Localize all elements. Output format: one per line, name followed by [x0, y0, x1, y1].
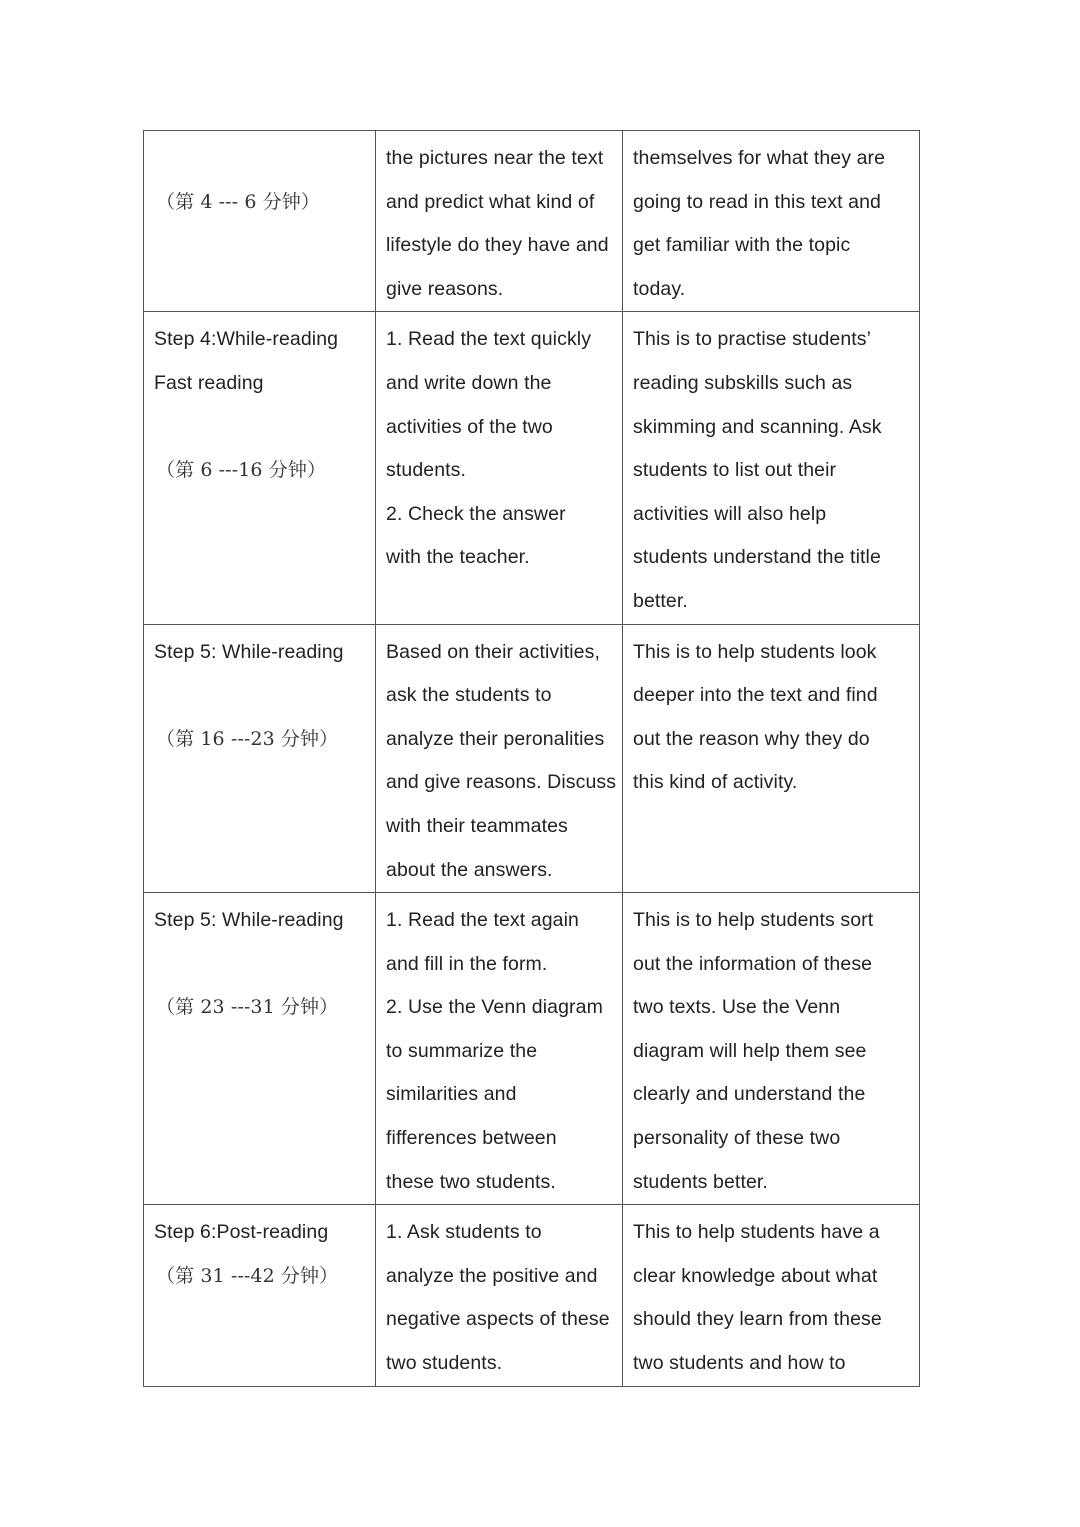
step-line	[154, 1342, 369, 1386]
purpose-line: students to list out their	[633, 459, 837, 482]
purpose-line	[633, 805, 913, 849]
step-time-range: （第 23 ---31 分钟）	[156, 996, 339, 1019]
activity-line: 1. Ask students to	[386, 1221, 542, 1244]
purpose-line: two texts. Use the Venn	[633, 996, 841, 1019]
purpose-line: activities will also help	[633, 502, 827, 525]
activity-line: and predict what kind of	[386, 190, 595, 213]
step-cell	[144, 312, 376, 624]
activity-line: ask the students to	[386, 684, 552, 707]
purpose-line: should they learn from these	[633, 1308, 882, 1331]
step-cell	[144, 893, 376, 1205]
step-title: Step 5: While-reading	[154, 640, 344, 663]
step-time-range: （第 31 ---42 分钟）	[156, 1264, 339, 1287]
purpose-line	[633, 849, 913, 893]
purpose-cell	[623, 1205, 920, 1386]
step-line	[154, 1117, 369, 1161]
purpose-line: diagram will help them see	[633, 1039, 867, 1062]
activity-line: fifferences between	[386, 1127, 557, 1150]
purpose-line: personality of these two	[633, 1127, 841, 1150]
step-line	[154, 1073, 369, 1117]
step-line	[154, 1298, 369, 1342]
purpose-cell	[623, 893, 920, 1205]
activity-line: Based on their activities,	[386, 640, 600, 663]
activity-line: 2. Check the answer	[386, 502, 566, 525]
step-line	[154, 849, 369, 893]
step-line	[154, 493, 369, 537]
purpose-line: themselves for what they are	[633, 147, 886, 169]
activity-line: 1. Read the text again	[386, 909, 580, 932]
table-row	[144, 893, 920, 1205]
step-line	[154, 674, 369, 718]
step-line	[154, 580, 369, 624]
activity-line: give reasons.	[386, 277, 504, 300]
purpose-line: This is to practise students’	[633, 328, 872, 351]
step-cell	[144, 131, 376, 312]
activity-line: lifestyle do they have and	[386, 234, 609, 257]
purpose-cell	[623, 131, 920, 312]
step-subtitle: Fast reading	[154, 371, 264, 394]
purpose-line: better.	[633, 589, 688, 612]
step-line	[154, 761, 369, 805]
activity-line: negative aspects of these	[386, 1308, 610, 1331]
step-line	[154, 1030, 369, 1074]
purpose-line: two students and how to	[633, 1352, 846, 1375]
step-title: Step 6:Post-reading	[154, 1221, 329, 1244]
purpose-line: get familiar with the topic	[633, 234, 851, 257]
activity-line: and fill in the form.	[386, 952, 548, 975]
activity-line: analyze the positive and	[386, 1264, 598, 1287]
activity-line: with their teammates	[386, 814, 568, 837]
activity-line: to summarize the	[386, 1039, 538, 1062]
purpose-line: students understand the title	[633, 546, 881, 569]
purpose-line: students better.	[633, 1170, 768, 1193]
table-row	[144, 624, 920, 893]
activity-line: the pictures near the text	[386, 147, 604, 169]
step-title: Step 5: While-reading	[154, 909, 344, 932]
lesson-plan-table	[143, 130, 920, 1387]
step-title: Step 4:While-reading	[154, 328, 339, 351]
purpose-line: clear knowledge about what	[633, 1264, 878, 1287]
activity-cell	[376, 1205, 623, 1386]
activity-cell	[376, 624, 623, 893]
purpose-line: out the reason why they do	[633, 727, 870, 750]
purpose-line: This is to help students look	[633, 640, 877, 663]
purpose-line: going to read in this text and	[633, 190, 881, 213]
activity-line: similarities and	[386, 1083, 517, 1106]
step-cell	[144, 1205, 376, 1386]
activity-line	[386, 580, 616, 624]
purpose-line: This to help students have a	[633, 1221, 880, 1244]
activity-line: activities of the two	[386, 415, 553, 438]
step-line	[154, 536, 369, 580]
purpose-cell	[623, 312, 920, 624]
step-time-range: （第 16 ---23 分钟）	[156, 727, 339, 750]
purpose-cell	[623, 624, 920, 893]
activity-line: 2. Use the Venn diagram	[386, 996, 603, 1019]
purpose-line: This is to help students sort	[633, 909, 874, 932]
purpose-line: today.	[633, 277, 686, 300]
step-time-range: （第 6 ---16 分钟）	[156, 459, 327, 482]
purpose-line: skimming and scanning. Ask	[633, 415, 882, 438]
step-time-range: （第 4 --- 6 分钟）	[156, 190, 320, 213]
activity-cell	[376, 131, 623, 312]
purpose-line: out the information of these	[633, 952, 873, 975]
purpose-line: this kind of activity.	[633, 771, 798, 794]
activity-line: two students.	[386, 1352, 503, 1375]
table-row	[144, 1205, 920, 1386]
purpose-line: clearly and understand the	[633, 1083, 866, 1106]
activity-line: and give reasons. Discuss	[386, 771, 616, 794]
step-line	[154, 406, 369, 450]
activity-line: 1. Read the text quickly	[386, 328, 592, 351]
table-row	[144, 131, 920, 312]
step-line	[154, 268, 369, 312]
activity-line: analyze their peronalities	[386, 727, 605, 750]
activity-line: students.	[386, 459, 467, 482]
activity-cell	[376, 312, 623, 624]
step-cell	[144, 624, 376, 893]
activity-cell	[376, 893, 623, 1205]
step-line	[154, 137, 369, 181]
activity-line: about the answers.	[386, 858, 553, 881]
purpose-line: deeper into the text and find	[633, 684, 878, 707]
activity-line: these two students.	[386, 1170, 556, 1193]
activity-line: with the teacher.	[386, 546, 530, 569]
activity-line: and write down the	[386, 371, 552, 394]
step-line	[154, 943, 369, 987]
step-line	[154, 1161, 369, 1205]
purpose-line: reading subskills such as	[633, 371, 853, 394]
step-line	[154, 805, 369, 849]
step-line	[154, 224, 369, 268]
table-row	[144, 312, 920, 624]
